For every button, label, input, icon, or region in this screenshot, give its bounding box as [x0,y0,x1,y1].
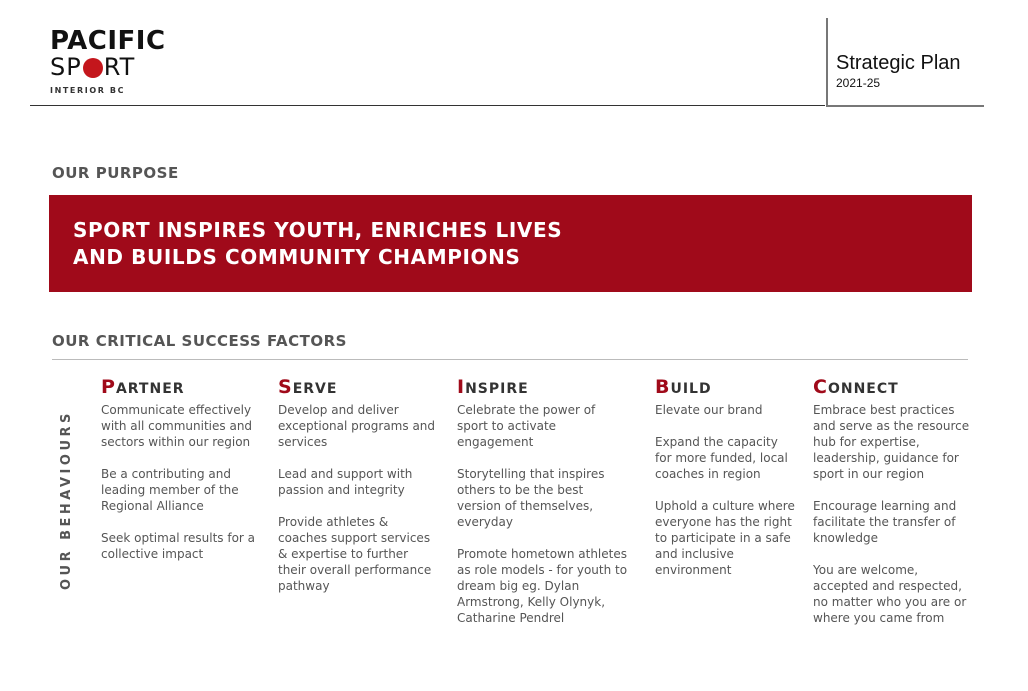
logo-wordmark-top: PACIFIC [50,26,166,56]
heading-initial: C [813,376,828,398]
logo-wordmark-rt: RT [103,53,136,81]
header-divider [30,105,825,106]
document-title: Strategic Plan [836,52,961,74]
success-factors-divider [52,359,968,360]
behaviour-item: Be a contributing and leading member of the Regional Alliance [101,467,239,513]
behaviour-item: Promote hometown athletes as role models - for youth to dream big eg. Dylan Armstrong, Kelly Olynyk, Catharine Pendrel [457,547,628,625]
purpose-statement [73,217,562,271]
column-heading [813,376,973,402]
behaviour-item: Expand the capacity for more funded, local coaches in region [655,435,788,481]
behaviour-item: Develop and deliver exceptional programs and services [278,403,436,449]
title-block-border-left [826,18,828,107]
purpose-heading: OUR PURPOSE [52,164,179,182]
heading-initial: S [278,376,293,398]
behaviour-item: Seek optimal results for a collective impact [101,531,256,561]
column-serve [278,376,438,610]
column-heading [457,376,629,402]
behaviour-item: Communicate effectively with all communities and sectors within our region [101,403,253,449]
behaviours-side-label: OUR BEHAVIOURS [59,410,74,590]
purpose-statement-line-1: SPORT INSPIRES YOUTH, ENRICHES LIVES [73,218,563,242]
behaviour-item: Provide athletes & coaches support services & expertise to further their overall performance pathway [278,515,432,593]
behaviour-item: Uphold a culture where everyone has the right to participate in a safe and inclusive environment [655,499,795,577]
heading-rest: ONNECT [827,381,899,397]
logo-ball-icon [83,58,103,78]
column-build [655,376,795,594]
heading-rest: ERVE [292,381,338,397]
column-partner [101,376,261,578]
heading-rest: NSPIRE [465,381,529,397]
behaviour-item: Encourage learning and facilitate the transfer of knowledge [813,499,957,545]
heading-rest: UILD [670,381,712,397]
column-inspire [457,376,629,642]
logo-wordmark-bottom [50,54,166,80]
column-connect [813,376,973,642]
behaviour-item: Storytelling that inspires others to be the best version of themselves, everyday [457,467,605,529]
column-heading [101,376,261,402]
column-heading [655,376,795,402]
behaviour-item: Elevate our brand [655,403,763,417]
behaviour-item: Embrace best practices and serve as the resource hub for expertise, leadership, guidance for sport in our region [813,403,970,481]
pacific-sport-logo [50,28,166,95]
heading-initial: I [457,376,466,398]
purpose-banner [49,195,972,292]
behaviour-item: Celebrate the power of sport to activate engagement [457,403,596,449]
logo-wordmark-sp: SP [50,53,82,81]
document-years: 2021-25 [836,76,881,90]
heading-initial: B [655,376,671,398]
behaviour-item: Lead and support with passion and integrity [278,467,413,497]
purpose-statement-line-2: AND BUILDS COMMUNITY CHAMPIONS [73,245,521,269]
heading-initial: P [101,376,116,398]
column-heading [278,376,438,402]
logo-subtitle: INTERIOR BC [50,86,126,95]
behaviour-item: You are welcome, accepted and respected, no matter who you are or where you came from [813,563,967,625]
success-factors-heading: OUR CRITICAL SUCCESS FACTORS [52,332,347,350]
heading-rest: ARTNER [115,381,185,397]
title-block-border-bottom [826,105,984,107]
